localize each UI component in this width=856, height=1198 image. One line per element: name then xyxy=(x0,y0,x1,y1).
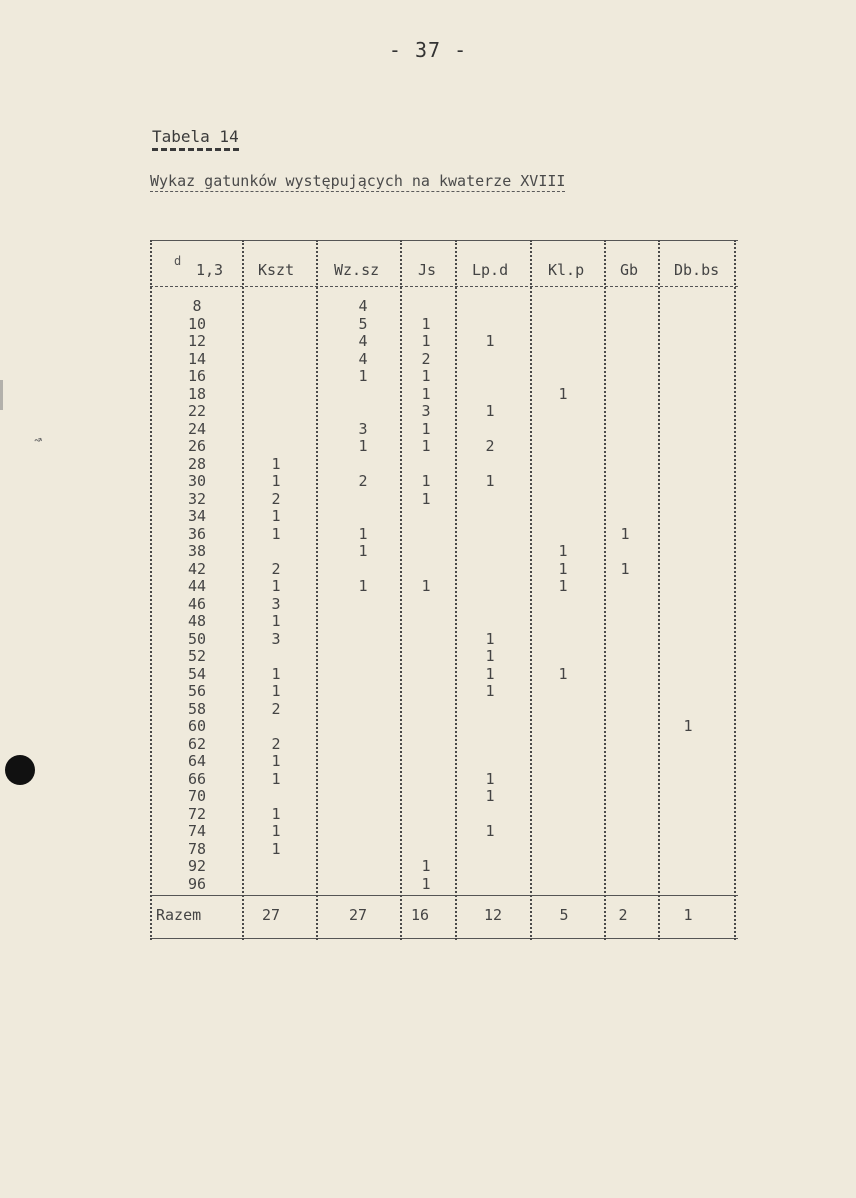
cell-js: 1 xyxy=(421,577,431,595)
cell-wz-sz: 4 xyxy=(358,332,368,350)
cell-diameter: 10 xyxy=(187,315,207,333)
species-table xyxy=(150,240,740,940)
header-diameter: 1,3 xyxy=(196,261,224,279)
cell-diameter: 12 xyxy=(187,332,207,350)
cell-kszt: 1 xyxy=(271,752,281,770)
table-top-rule xyxy=(150,240,738,241)
total-kszt: 27 xyxy=(261,906,281,924)
cell-diameter: 56 xyxy=(187,682,207,700)
cell-kszt: 2 xyxy=(271,490,281,508)
cell-lp-d: 1 xyxy=(485,682,495,700)
paper-smudge: ↝ xyxy=(32,431,45,450)
cell-diameter: 64 xyxy=(187,752,207,770)
cell-wz-sz: 3 xyxy=(358,420,368,438)
cell-kszt: 2 xyxy=(271,700,281,718)
cell-kszt: 3 xyxy=(271,595,281,613)
cell-kl-p: 1 xyxy=(558,665,568,683)
cell-diameter: 72 xyxy=(187,805,207,823)
cell-kszt: 1 xyxy=(271,455,281,473)
cell-diameter: 22 xyxy=(187,402,207,420)
column-divider xyxy=(604,240,606,940)
cell-diameter: 92 xyxy=(187,857,207,875)
cell-wz-sz: 1 xyxy=(358,367,368,385)
cell-diameter: 58 xyxy=(187,700,207,718)
cell-diameter: 28 xyxy=(187,455,207,473)
column-divider xyxy=(242,240,244,940)
cell-gb: 1 xyxy=(620,525,630,543)
total-wz-sz: 27 xyxy=(348,906,368,924)
cell-diameter: 66 xyxy=(187,770,207,788)
cell-diameter: 24 xyxy=(187,420,207,438)
header-wz-sz: Wz.sz xyxy=(334,261,380,279)
header-js: Js xyxy=(418,261,437,279)
cell-lp-d: 1 xyxy=(485,472,495,490)
cell-diameter: 54 xyxy=(187,665,207,683)
cell-kszt: 1 xyxy=(271,805,281,823)
cell-diameter: 16 xyxy=(187,367,207,385)
cell-kszt: 2 xyxy=(271,735,281,753)
column-divider xyxy=(316,240,318,940)
cell-wz-sz: 1 xyxy=(358,525,368,543)
cell-js: 2 xyxy=(421,350,431,368)
cell-js: 1 xyxy=(421,472,431,490)
cell-wz-sz: 4 xyxy=(358,297,368,315)
cell-diameter: 60 xyxy=(187,717,207,735)
total-db-bs: 1 xyxy=(683,906,693,924)
cell-diameter: 42 xyxy=(187,560,207,578)
cell-kszt: 1 xyxy=(271,612,281,630)
totals-label: Razem xyxy=(156,906,202,924)
cell-diameter: 52 xyxy=(187,647,207,665)
cell-kl-p: 1 xyxy=(558,385,568,403)
cell-diameter: 18 xyxy=(187,385,207,403)
cell-kszt: 1 xyxy=(271,822,281,840)
column-divider xyxy=(455,240,457,940)
total-js: 16 xyxy=(410,906,430,924)
cell-diameter: 46 xyxy=(187,595,207,613)
cell-js: 1 xyxy=(421,437,431,455)
cell-diameter: 34 xyxy=(187,507,207,525)
cell-kszt: 1 xyxy=(271,577,281,595)
cell-js: 1 xyxy=(421,385,431,403)
cell-lp-d: 1 xyxy=(485,647,495,665)
column-divider xyxy=(658,240,660,940)
header-d-symbol: d xyxy=(174,254,182,268)
cell-kl-p: 1 xyxy=(558,542,568,560)
cell-js: 1 xyxy=(421,857,431,875)
column-divider xyxy=(530,240,532,940)
total-lp-d: 12 xyxy=(483,906,503,924)
cell-diameter: 32 xyxy=(187,490,207,508)
cell-diameter: 8 xyxy=(192,297,202,315)
cell-diameter: 14 xyxy=(187,350,207,368)
cell-lp-d: 1 xyxy=(485,332,495,350)
table-totals-rule xyxy=(150,895,738,896)
total-gb: 2 xyxy=(618,906,628,924)
cell-js: 1 xyxy=(421,332,431,350)
cell-diameter: 48 xyxy=(187,612,207,630)
header-lp-d: Lp.d xyxy=(472,261,509,279)
cell-kszt: 1 xyxy=(271,525,281,543)
cell-diameter: 38 xyxy=(187,542,207,560)
cell-js: 1 xyxy=(421,367,431,385)
page-edge-mark xyxy=(0,380,3,410)
cell-diameter: 74 xyxy=(187,822,207,840)
header-kl-p: Kl.p xyxy=(548,261,585,279)
cell-js: 1 xyxy=(421,315,431,333)
cell-diameter: 62 xyxy=(187,735,207,753)
cell-lp-d: 2 xyxy=(485,437,495,455)
page-number: - 37 - xyxy=(388,38,468,62)
cell-wz-sz: 4 xyxy=(358,350,368,368)
cell-diameter: 44 xyxy=(187,577,207,595)
cell-lp-d: 1 xyxy=(485,402,495,420)
cell-diameter: 50 xyxy=(187,630,207,648)
cell-kszt: 1 xyxy=(271,472,281,490)
cell-kl-p: 1 xyxy=(558,577,568,595)
cell-diameter: 70 xyxy=(187,787,207,805)
cell-diameter: 96 xyxy=(187,875,207,893)
total-kl-p: 5 xyxy=(559,906,569,924)
column-divider xyxy=(150,240,152,940)
cell-js: 3 xyxy=(421,402,431,420)
cell-kl-p: 1 xyxy=(558,560,568,578)
cell-lp-d: 1 xyxy=(485,822,495,840)
cell-diameter: 78 xyxy=(187,840,207,858)
cell-kszt: 1 xyxy=(271,507,281,525)
cell-wz-sz: 1 xyxy=(358,577,368,595)
header-gb: Gb xyxy=(620,261,639,279)
cell-js: 1 xyxy=(421,490,431,508)
table-bottom-rule xyxy=(150,938,738,939)
cell-lp-d: 1 xyxy=(485,787,495,805)
cell-lp-d: 1 xyxy=(485,665,495,683)
cell-kszt: 1 xyxy=(271,682,281,700)
cell-lp-d: 1 xyxy=(485,770,495,788)
cell-lp-d: 1 xyxy=(485,630,495,648)
cell-wz-sz: 1 xyxy=(358,542,368,560)
cell-kszt: 1 xyxy=(271,770,281,788)
cell-gb: 1 xyxy=(620,560,630,578)
column-divider xyxy=(400,240,402,940)
cell-diameter: 30 xyxy=(187,472,207,490)
cell-diameter: 26 xyxy=(187,437,207,455)
cell-db-bs: 1 xyxy=(683,717,693,735)
table-header-rule xyxy=(150,286,738,287)
table-label: Tabela 14 xyxy=(152,127,239,151)
cell-kszt: 1 xyxy=(271,840,281,858)
ink-stain xyxy=(5,755,35,785)
cell-kszt: 1 xyxy=(271,665,281,683)
cell-js: 1 xyxy=(421,420,431,438)
cell-js: 1 xyxy=(421,875,431,893)
cell-diameter: 36 xyxy=(187,525,207,543)
column-divider xyxy=(734,240,736,940)
cell-kszt: 2 xyxy=(271,560,281,578)
cell-kszt: 3 xyxy=(271,630,281,648)
header-db-bs: Db.bs xyxy=(674,261,720,279)
table-subtitle: Wykaz gatunków występujących na kwaterze XVIII xyxy=(150,172,566,190)
cell-wz-sz: 2 xyxy=(358,472,368,490)
header-kszt: Kszt xyxy=(258,261,295,279)
cell-wz-sz: 5 xyxy=(358,315,368,333)
cell-wz-sz: 1 xyxy=(358,437,368,455)
